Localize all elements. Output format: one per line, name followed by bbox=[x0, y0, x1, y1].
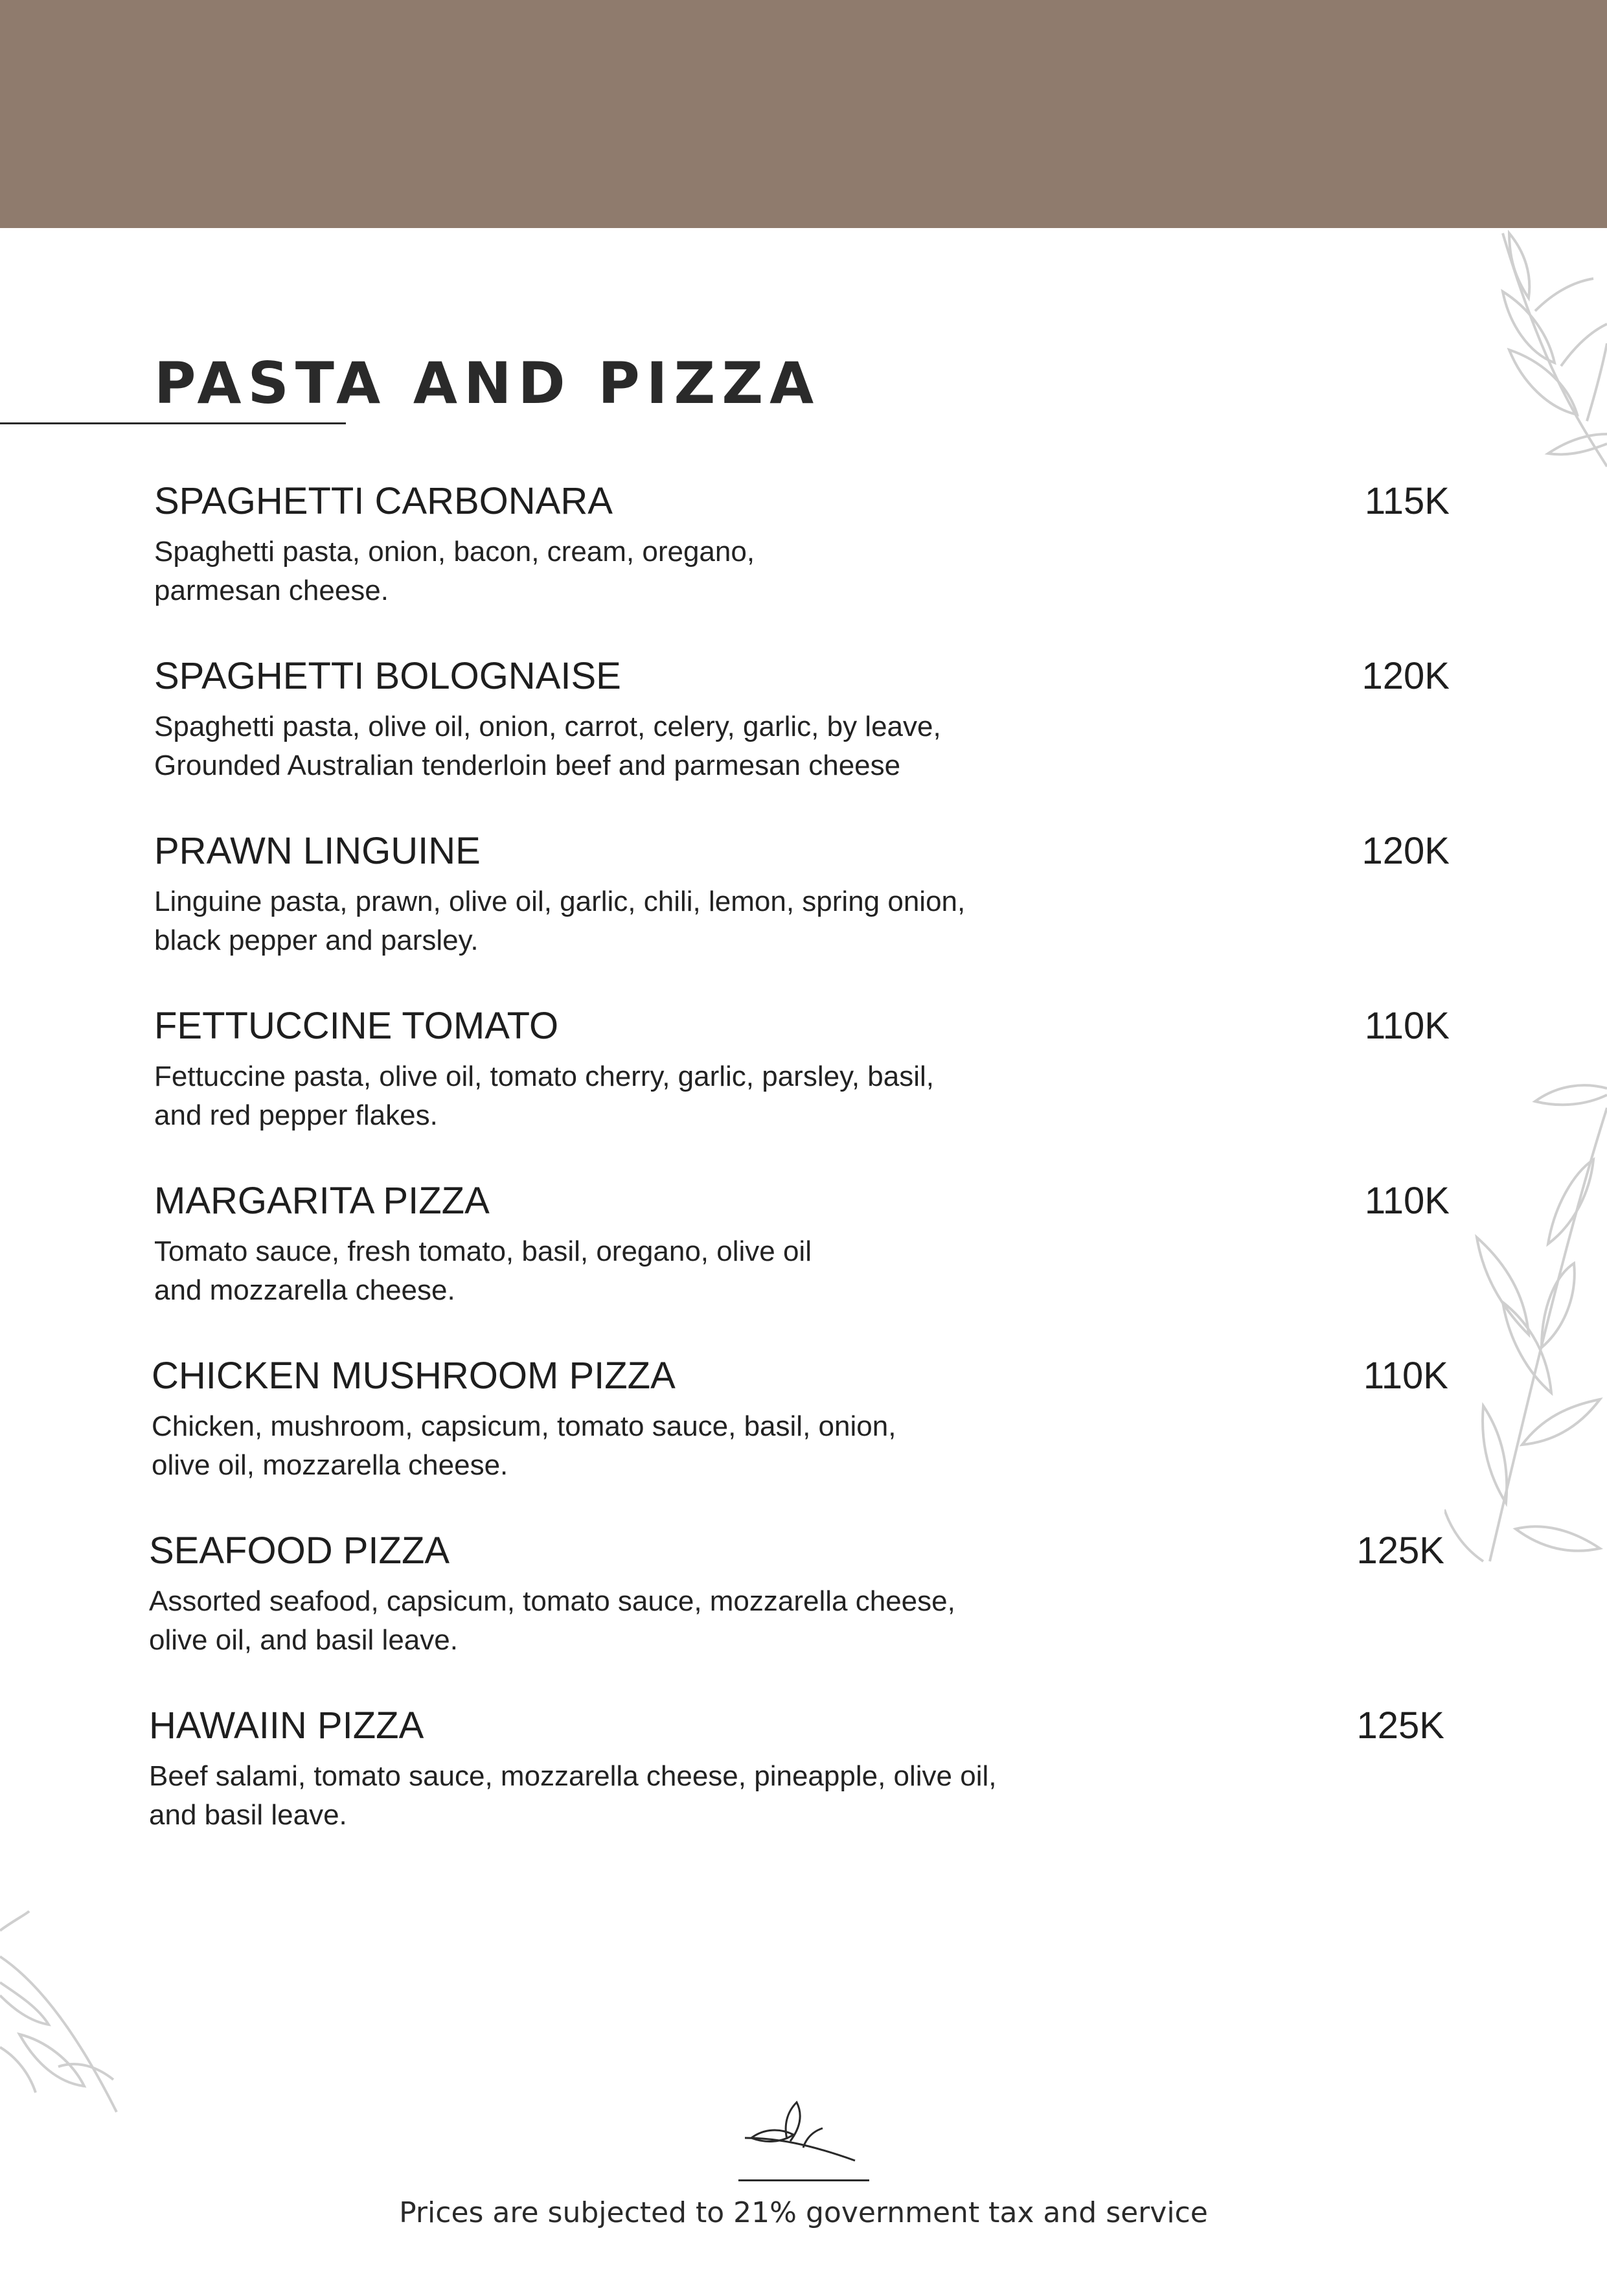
menu-item-price: 110K bbox=[1363, 1355, 1448, 1397]
menu-item-description bbox=[149, 1757, 996, 1835]
page-title: PASTA AND PIZZA bbox=[154, 350, 821, 417]
menu-item-name: FETTUCCINE TOMATO bbox=[154, 1005, 559, 1047]
menu-item-description-line: black pepper and parsley. bbox=[154, 924, 479, 956]
menu-item-description bbox=[154, 1057, 934, 1135]
menu-item-description-line: and red pepper flakes. bbox=[154, 1099, 438, 1131]
menu-item-description-line: Spaghetti pasta, onion, bacon, cream, oregano, bbox=[154, 536, 755, 568]
menu-item-price: 125K bbox=[1356, 1530, 1444, 1572]
menu-item-name: SEAFOOD PIZZA bbox=[149, 1530, 450, 1572]
menu-item-name: CHICKEN MUSHROOM PIZZA bbox=[152, 1355, 676, 1397]
footer-rule bbox=[738, 2179, 869, 2181]
menu-item-description-line: Spaghetti pasta, olive oil, onion, carrot, celery, garlic, by leave, bbox=[154, 711, 941, 742]
leaf-sprig-icon bbox=[738, 2099, 868, 2170]
footer-tax-note: Prices are subjected to 21% government tax and service bbox=[399, 2196, 1208, 2229]
menu-item-description-line: and basil leave. bbox=[149, 1799, 347, 1831]
menu-item-description-line: Chicken, mushroom, capsicum, tomato sauce, basil, onion, bbox=[152, 1410, 896, 1442]
menu-item-description-line: Fettuccine pasta, olive oil, tomato cherry, garlic, parsley, basil, bbox=[154, 1061, 934, 1092]
menu-item-price: 120K bbox=[1362, 655, 1450, 697]
menu-item-description-line: Assorted seafood, capsicum, tomato sauce, mozzarella cheese, bbox=[149, 1585, 955, 1617]
menu-item-name: MARGARITA PIZZA bbox=[154, 1180, 490, 1222]
menu-item-description-line: olive oil, mozzarella cheese. bbox=[152, 1449, 508, 1481]
menu-item-price: 115K bbox=[1364, 480, 1450, 522]
menu-item-name: SPAGHETTI BOLOGNAISE bbox=[154, 655, 621, 697]
menu-item-description-line: parmesan cheese. bbox=[154, 575, 389, 606]
menu-item-description-line: Linguine pasta, prawn, olive oil, garlic, chili, lemon, spring onion, bbox=[154, 886, 966, 917]
menu-item-description bbox=[149, 1582, 955, 1660]
menu-item-description bbox=[154, 707, 941, 785]
menu-item-description bbox=[152, 1407, 896, 1485]
menu-item-description bbox=[154, 1232, 812, 1310]
menu-item-description-line: Beef salami, tomato sauce, mozzarella cheese, pineapple, olive oil, bbox=[149, 1760, 997, 1792]
menu-item-name: PRAWN LINGUINE bbox=[154, 830, 481, 872]
menu-item-description-line: and mozzarella cheese. bbox=[154, 1274, 455, 1306]
menu-item-description-line: olive oil, and basil leave. bbox=[149, 1624, 458, 1656]
menu-item-price: 125K bbox=[1356, 1705, 1444, 1747]
menu-item-description-line: Tomato sauce, fresh tomato, basil, oregano, olive oil bbox=[154, 1235, 812, 1267]
menu-item-description-line: Grounded Australian tenderloin beef and parmesan cheese bbox=[154, 750, 901, 781]
menu-item-price: 110K bbox=[1364, 1180, 1450, 1222]
menu-item-description bbox=[154, 533, 755, 610]
menu-item-price: 110K bbox=[1364, 1005, 1450, 1047]
menu-item-name: SPAGHETTI CARBONARA bbox=[154, 480, 613, 522]
menu-item-price: 120K bbox=[1362, 830, 1450, 872]
menu-item-description bbox=[154, 882, 965, 960]
menu-item-name: HAWAIIN PIZZA bbox=[149, 1705, 424, 1747]
